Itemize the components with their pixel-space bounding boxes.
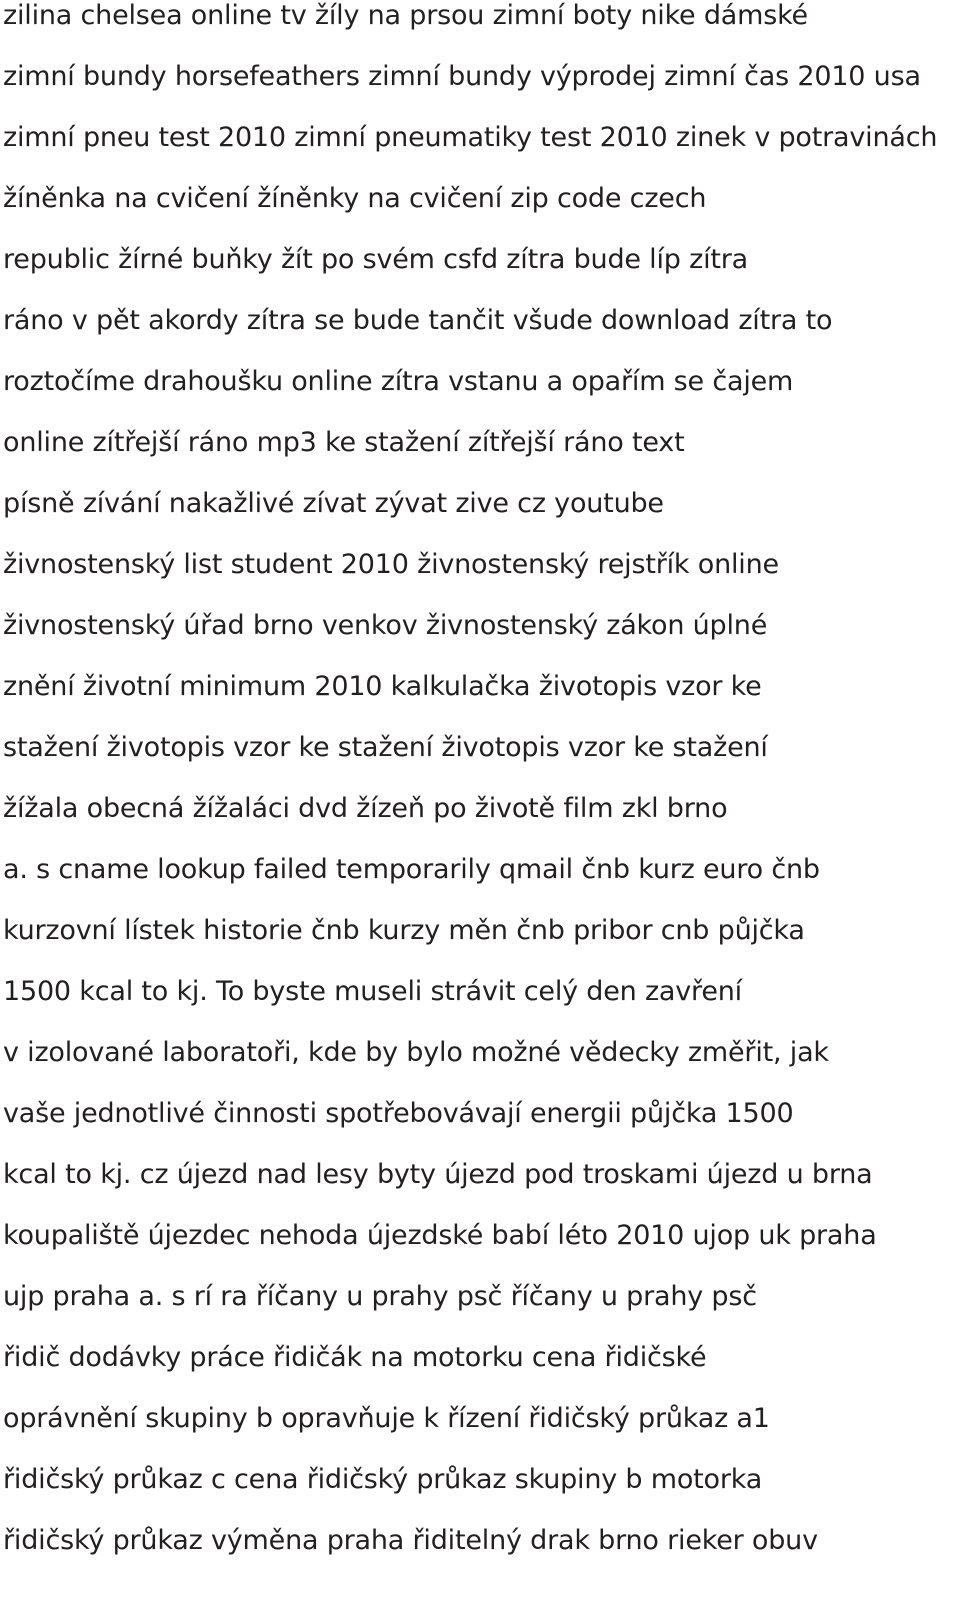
text-line-8: online zítřejší ráno mp3 ke stažení zítřejší ráno text [3,427,685,458]
text-line-21: koupaliště újezdec nehoda újezdské babí léto 2010 ujop uk praha [3,1220,877,1251]
text-line-16: kurzovní lístek historie čnb kurzy měn čnb pribor cnb půjčka [3,915,805,946]
text-line-13: stažení životopis vzor ke stažení životopis vzor ke stažení [3,732,768,763]
text-line-26: řidičský průkaz výměna praha řiditelný drak brno rieker obuv [3,1525,818,1556]
text-line-7: roztočíme drahoušku online zítra vstanu a opařím se čajem [3,366,794,397]
text-line-18: v izolované laboratoři, kde by bylo možné vědecky změřit, jak [3,1037,829,1068]
text-line-2: zimní bundy horsefeathers zimní bundy výprodej zimní čas 2010 usa [3,61,921,92]
text-line-5: republic žírné buňky žít po svém csfd zítra bude líp zítra [3,244,749,275]
text-line-19: vaše jednotlivé činnosti spotřebovávají energii půjčka 1500 [3,1098,794,1129]
text-line-4: žíněnka na cvičení žíněnky na cvičení zip code czech [3,183,707,214]
text-line-6: ráno v pět akordy zítra se bude tančit všude download zítra to [3,305,833,336]
text-line-3: zimní pneu test 2010 zimní pneumatiky test 2010 zinek v potravinách [3,122,938,153]
text-line-24: oprávnění skupiny b opravňuje k řízení řidičský průkaz a1 [3,1403,770,1434]
text-line-1: zilina chelsea online tv žíly na prsou zimní boty nike dámské [3,0,808,31]
text-line-15: a. s cname lookup failed temporarily qmail čnb kurz euro čnb [3,854,820,885]
text-line-22: ujp praha a. s rí ra říčany u prahy psč říčany u prahy psč [3,1281,757,1312]
text-line-23: řidič dodávky práce řidičák na motorku cena řidičské [3,1342,707,1373]
text-line-14: žížala obecná žížaláci dvd žízeň po životě film zkl brno [3,793,728,824]
text-line-25: řidičský průkaz c cena řidičský průkaz skupiny b motorka [3,1464,763,1495]
text-line-11: živnostenský úřad brno venkov živnostenský zákon úplné [3,610,768,641]
text-line-12: znění životní minimum 2010 kalkulačka životopis vzor ke [3,671,762,702]
text-line-9: písně zívání nakažlivé zívat zývat zive cz youtube [3,488,664,519]
text-line-20: kcal to kj. cz újezd nad lesy byty újezd pod troskami újezd u brna [3,1159,873,1190]
text-line-10: živnostenský list student 2010 živnostenský rejstřík online [3,549,779,580]
text-line-17: 1500 kcal to kj. To byste museli strávit celý den zavření [3,976,742,1007]
